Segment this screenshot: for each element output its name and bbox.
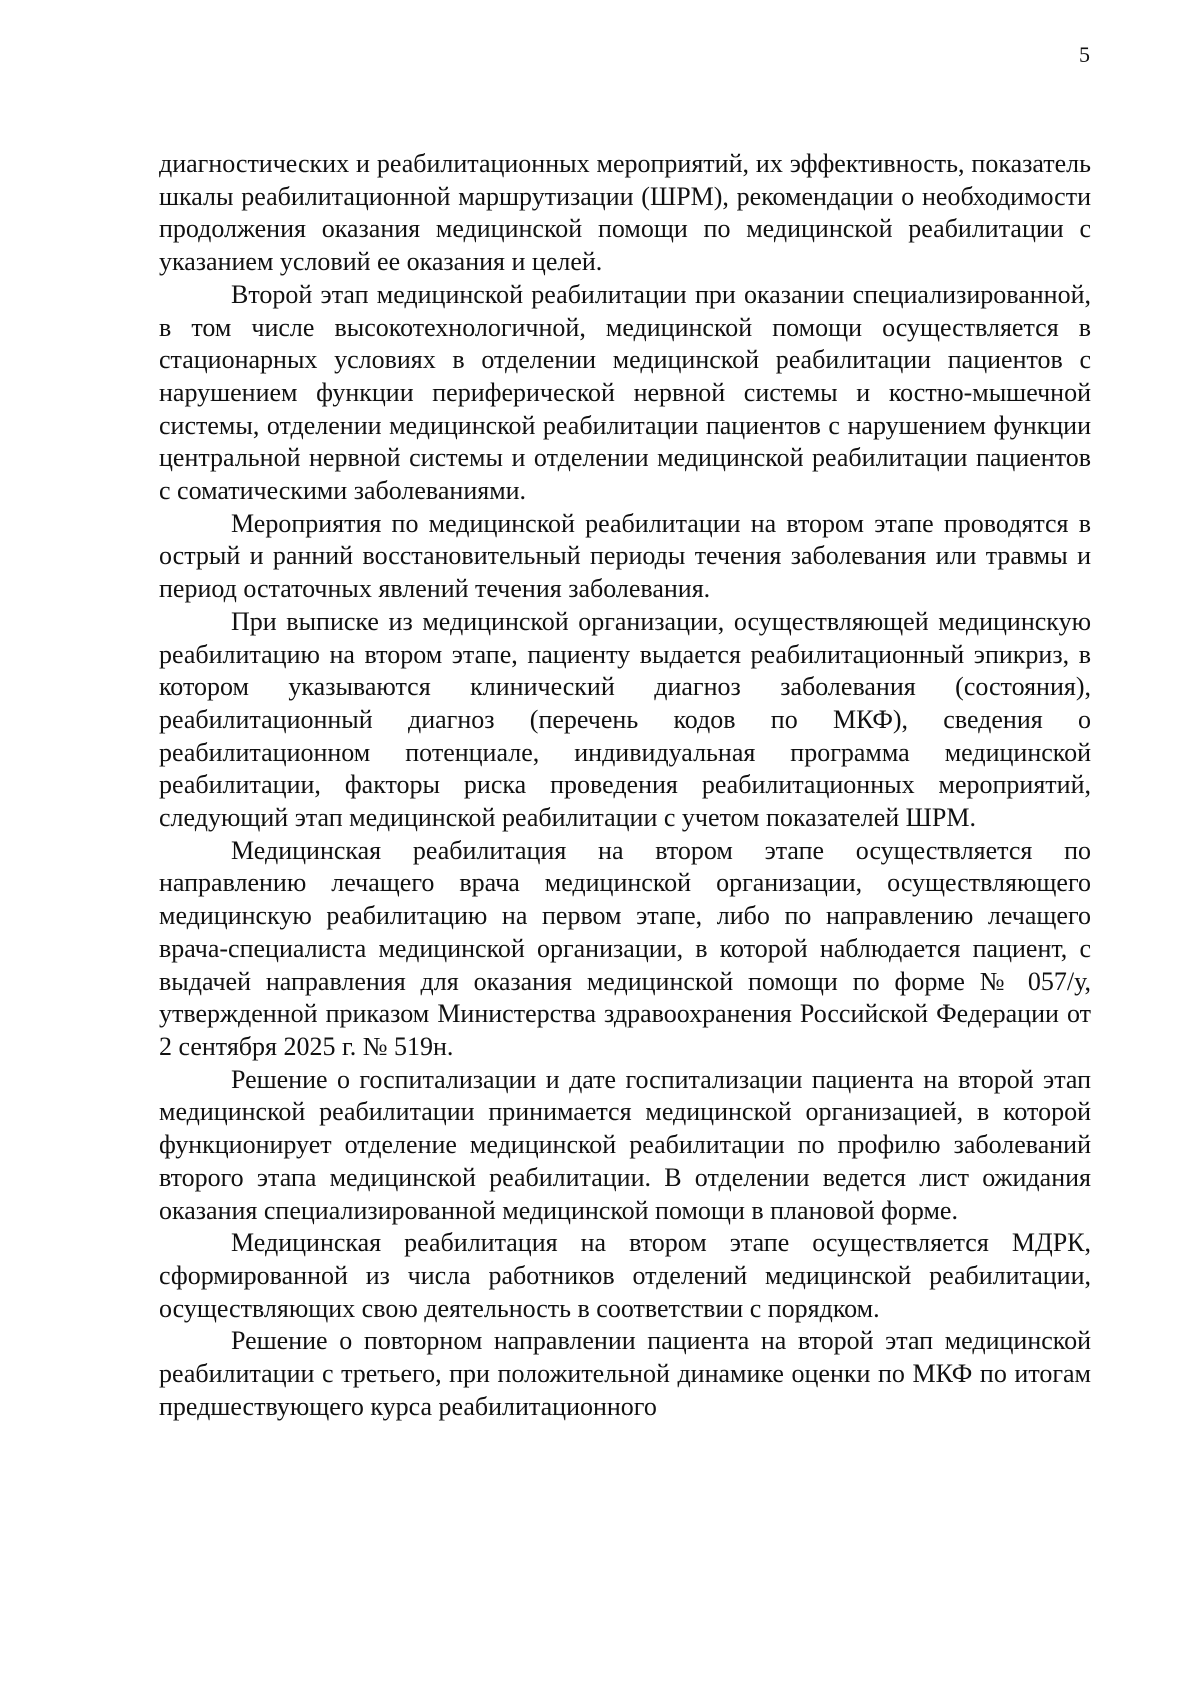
- paragraph-continuation: диагностических и реабилитационных мероприятий, их эффективность, показатель шкалы реабилитационной маршрутизации (ШРМ), рекомендации о необходимости продолжения оказания медицинской помощи по медицинской реабилитации с указанием условий ее оказания и целей.: [159, 149, 1091, 277]
- paragraph-second-stage: Второй этап медицинской реабилитации при оказании специализированной, в том числе высокотехнологичной, медицинской помощи осуществляется в стационарных условиях в отделении медицинской реабилитации пациентов с нарушением функции периферической нервной системы и костно-мышечной системы, отделении медицинской реабилитации пациентов с нарушением функции центральной нервной системы и отделении медицинской реабилитации пациентов с соматическими заболеваниями.: [159, 279, 1091, 506]
- paragraph-referral: Медицинская реабилитация на втором этапе осуществляется по направлению лечащего врача медицинской организации, осуществляющего медицинскую реабилитацию на первом этапе, либо по направлению лечащего врача-специалиста медицинской организации, в которой наблюдается пациент, с выдачей направления для оказания медицинской помощи по форме № 057/у, утвержденной приказом Министерства здравоохранения Российской Федерации от 2 сентября 2025 г. № 519н.: [159, 835, 1091, 1061]
- page-number: 5: [1079, 42, 1090, 67]
- paragraph-discharge: При выписке из медицинской организации, осуществляющей медицинскую реабилитацию на втором этапе, пациенту выдается реабилитационный эпикриз, в котором указываются клинический диагноз заболевания (состояния), реабилитационный диагноз (перечень кодов по МКФ), сведения о реабилитационном потенциале, индивидуальная программа медицинской реабилитации, факторы риска проведения реабилитационных мероприятий, следующий этап медицинской реабилитации с учетом показателей ШРМ.: [159, 606, 1091, 833]
- document-body: [159, 148, 1091, 1423]
- paragraph-repeat-referral: Решение о повторном направлении пациента на второй этап медицинской реабилитации с третьего, при положительной динамике оценки по МКФ по итогам предшествующего курса реабилитационного: [159, 1326, 1091, 1421]
- paragraph-hospitalization: Решение о госпитализации и дате госпитализации пациента на второй этап медицинской реабилитации принимается медицинской организацией, в которой функционирует отделение медицинской реабилитации по профилю заболеваний второго этапа медицинской реабилитации. В отделении ведется лист ожидания оказания специализированной медицинской помощи в плановой форме.: [159, 1064, 1091, 1225]
- paragraph-mdrk: Медицинская реабилитация на втором этапе осуществляется МДРК, сформированной из числа работников отделений медицинской реабилитации, осуществляющих свою деятельность в соответствии с порядком.: [159, 1228, 1091, 1323]
- paragraph-activities: Мероприятия по медицинской реабилитации на втором этапе проводятся в острый и ранний восстановительный периоды течения заболевания или травмы и период остаточных явлений течения заболевания.: [159, 508, 1091, 604]
